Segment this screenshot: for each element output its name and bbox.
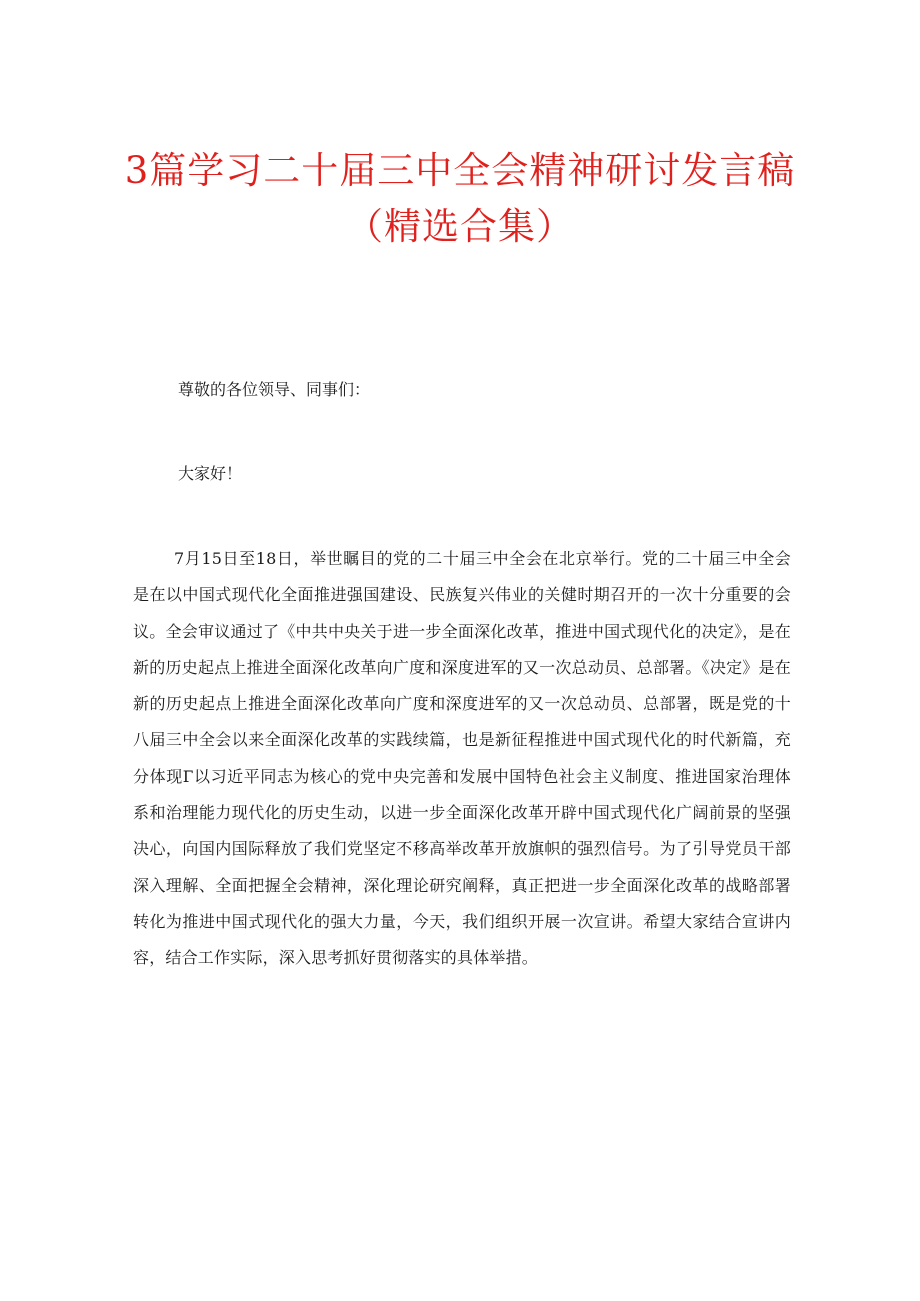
document-title: 3篇学习二十届三中全会精神研讨发言稿（精选合集） <box>124 149 796 248</box>
body-paragraph: 7月15日至18日，举世瞩目的党的二十届三中全会在北京举行。党的二十届三中全会是在以中国式现代化全面推进强国建设、民族复兴伟业的关健时期召开的一次十分重要的会议。全会审议通过了《中共中央关于进一步全面深化改革，推进中国式现代化的决定》，是在新的历史起点上推进全面深化改革向广度和深度进军的又一次总动员、总部署。《决定》是在新的历史起点上推进全面深化改革向广度和深度进军的又一次总动员、总部署，既是党的十八届三中全会以来全面深化改革的实践续篇，也是新征程推进中国式现代化的时代新篇，充分体现Г以习近平同志为核心的党中央完善和发展中国特色社会主义制度、推进国家治理体系和治理能力现代化的历史生动，以进一步全面深化改革开辟中国式现代化广阔前景的坚强决心，向国内国际释放了我们党坚定不移高举改革开放旗帜的强烈信号。为了引导党员干部深入理解、全面把握全会精神，深化理论研究阐释，真正把进一步全面深化改革的战略部署转化为推进中国式现代化的强大力量，今天，我们组织开展一次宣讲。希望大家结合宣讲内容，结合工作实际，深入思考抓好贯彻落实的具体举措。 <box>133 549 791 968</box>
greeting-line: 尊敬的各位领导、同事们： <box>178 380 371 399</box>
hello-line: 大家好！ <box>178 464 243 483</box>
